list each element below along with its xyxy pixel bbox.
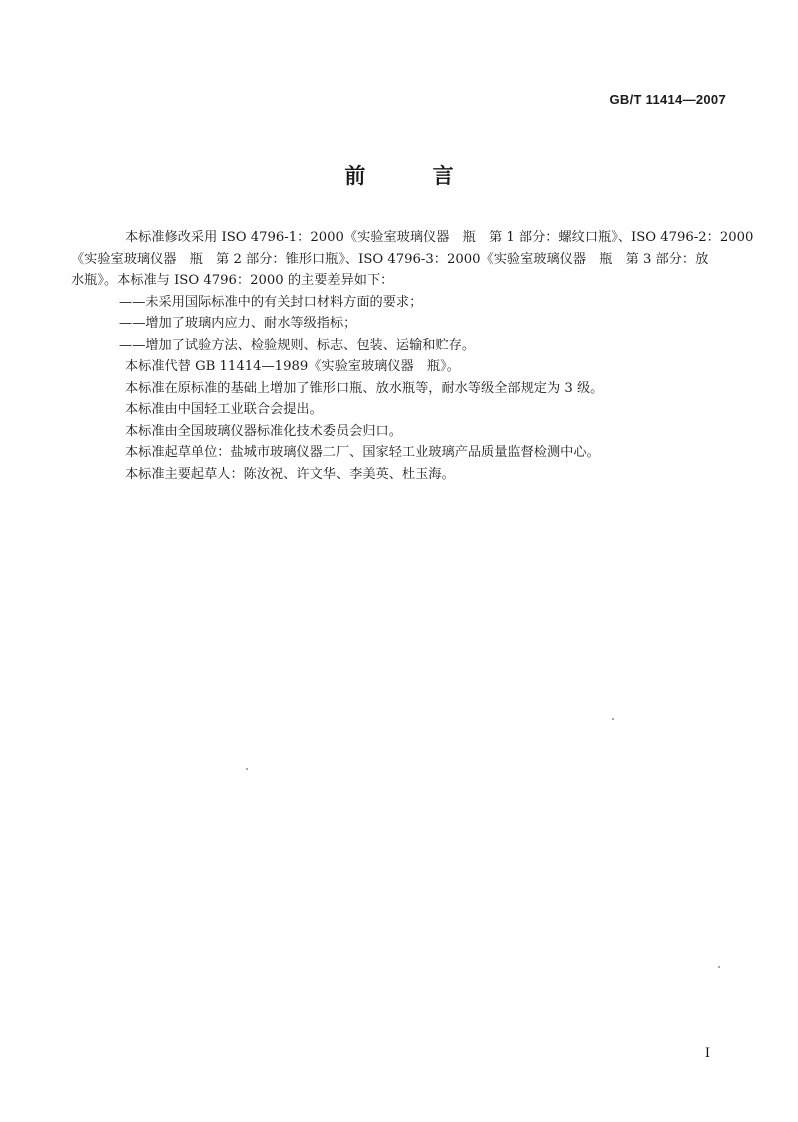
paragraph: 本标准起草单位：盐城市玻璃仪器二厂、国家轻工业玻璃产品质量监督检测中心。	[125, 445, 600, 460]
paragraph: 本标准主要起草人：陈汝祝、许文华、李美英、杜玉海。	[125, 466, 455, 482]
list-item: ——未采用国际标准中的有关封口材料方面的要求；	[119, 294, 423, 310]
page-title: 前 言	[344, 163, 484, 188]
page-number: I	[704, 1046, 710, 1061]
paragraph-line: 本标准修改采用 ISO 4796-1：2000《实验室玻璃仪器 瓶 第 1 部分：螺纹口瓶》、ISO 4796-2：2000	[125, 230, 754, 245]
list-item: ——增加了试验方法、检验规则、标志、包装、运输和贮存。	[119, 337, 476, 353]
paragraph: 本标准在原标准的基础上增加了锥形口瓶、放水瓶等，耐水等级全部规定为 3 级。	[125, 380, 604, 396]
paragraph-line: 《实验室玻璃仪器 瓶 第 2 部分：锥形口瓶》、ISO 4796-3：2000《实验室玻璃仪器 瓶 第 3 部分：放	[71, 251, 709, 267]
paragraph: 本标准由全国玻璃仪器标准化技术委员会归口。	[125, 423, 402, 439]
scan-speck	[246, 768, 248, 770]
paragraph-line: 水瓶》。本标准与 ISO 4796：2000 的主要差异如下：	[71, 273, 394, 288]
paragraph: 本标准由中国轻工业联合会提出。	[125, 402, 323, 417]
foreword-body	[71, 227, 754, 485]
standard-code: GB/T 11414—2007	[609, 92, 726, 107]
paragraph: 本标准代替 GB 11414—1989《实验室玻璃仪器 瓶》。	[125, 359, 460, 374]
scan-speck	[612, 718, 614, 720]
scan-speck	[718, 966, 720, 968]
list-item: ——增加了玻璃内应力、耐水等级指标；	[119, 316, 357, 331]
